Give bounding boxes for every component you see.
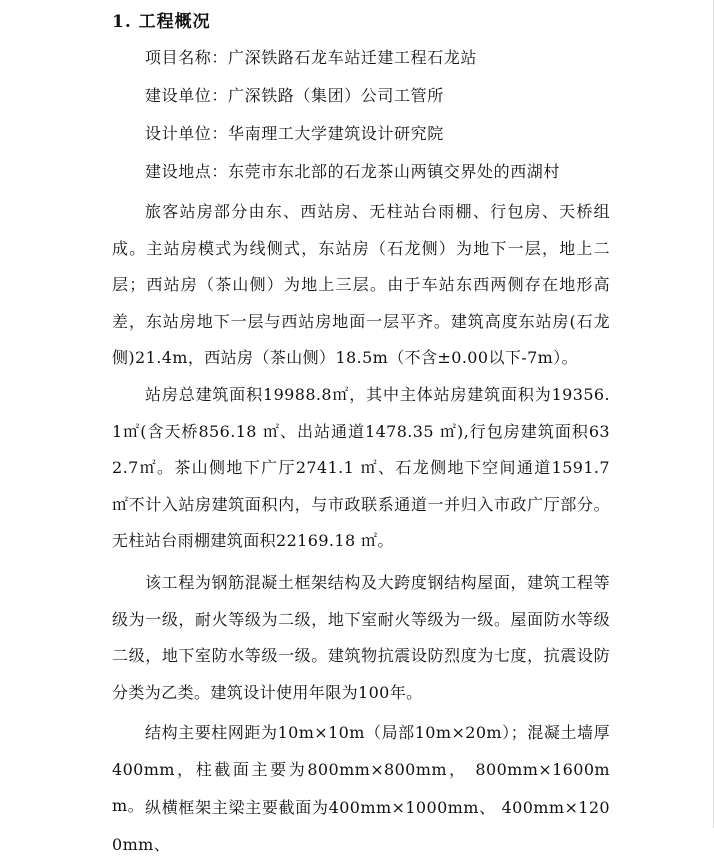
structure-grade-paragraph: 该工程为钢筋混凝土框架结构及大跨度钢结构屋面，建筑工程等级为一级，耐火等级为二级，地下室耐火等级为一级。屋面防水等级二级，地下室防水等级一级。建筑物抗震设防烈度为七度，抗震设防分类为乙类。建筑设计使用年限为100年。 bbox=[112, 573, 610, 702]
project-name-line: 项目名称：广深铁路石龙车站迁建工程石龙站 bbox=[145, 48, 478, 67]
column-grid-paragraph: 结构主要柱网距为10m×10m（局部10m×20m）；混凝土墙厚400mm，柱截面主要为800mm×800mm， 800mm×1600mm。 bbox=[112, 723, 610, 816]
builder-unit-line: 建设单位：广深铁路（集团）公司工管所 bbox=[145, 86, 444, 105]
design-unit-line: 设计单位：华南理工大学建筑设计研究院 bbox=[145, 124, 444, 143]
section-heading: 1. 工程概况 bbox=[112, 12, 211, 32]
station-composition-paragraph: 旅客站房部分由东、西站房、无柱站台雨棚、行包房、天桥组成。主站房模式为线侧式，东站房（石龙侧）为地下一层，地上二层；西站房（茶山侧）为地上三层。由于车站东西两侧存在地形高差，东站房地下一层与西站房地面一层平齐。建筑高度东站房(石龙侧)21.4m，西站房（茶山侧）18.5m（不含±0.00以下-7m）。 bbox=[112, 202, 610, 368]
building-area-paragraph: 站房总建筑面积19988.8㎡，其中主体站房建筑面积为19356.1㎡(含天桥856.18 ㎡、出站通道1478.35 ㎡),行包房建筑面积632.7㎡。茶山侧地下广厅2741.1 ㎡、石龙侧地下空间通道1591.7 ㎡不计入站房建筑面积内，与市政联系通道一并归入市政广厅部分。无柱站台雨棚建筑面积22169.18 ㎡。 bbox=[112, 385, 610, 551]
beam-section-paragraph: 纵横框架主梁主要截面为400mm×1000mm、 400mm×1200mm、 bbox=[112, 798, 610, 854]
site-location-line: 建设地点：东莞市东北部的石龙茶山两镇交界处的西湖村 bbox=[145, 162, 561, 181]
